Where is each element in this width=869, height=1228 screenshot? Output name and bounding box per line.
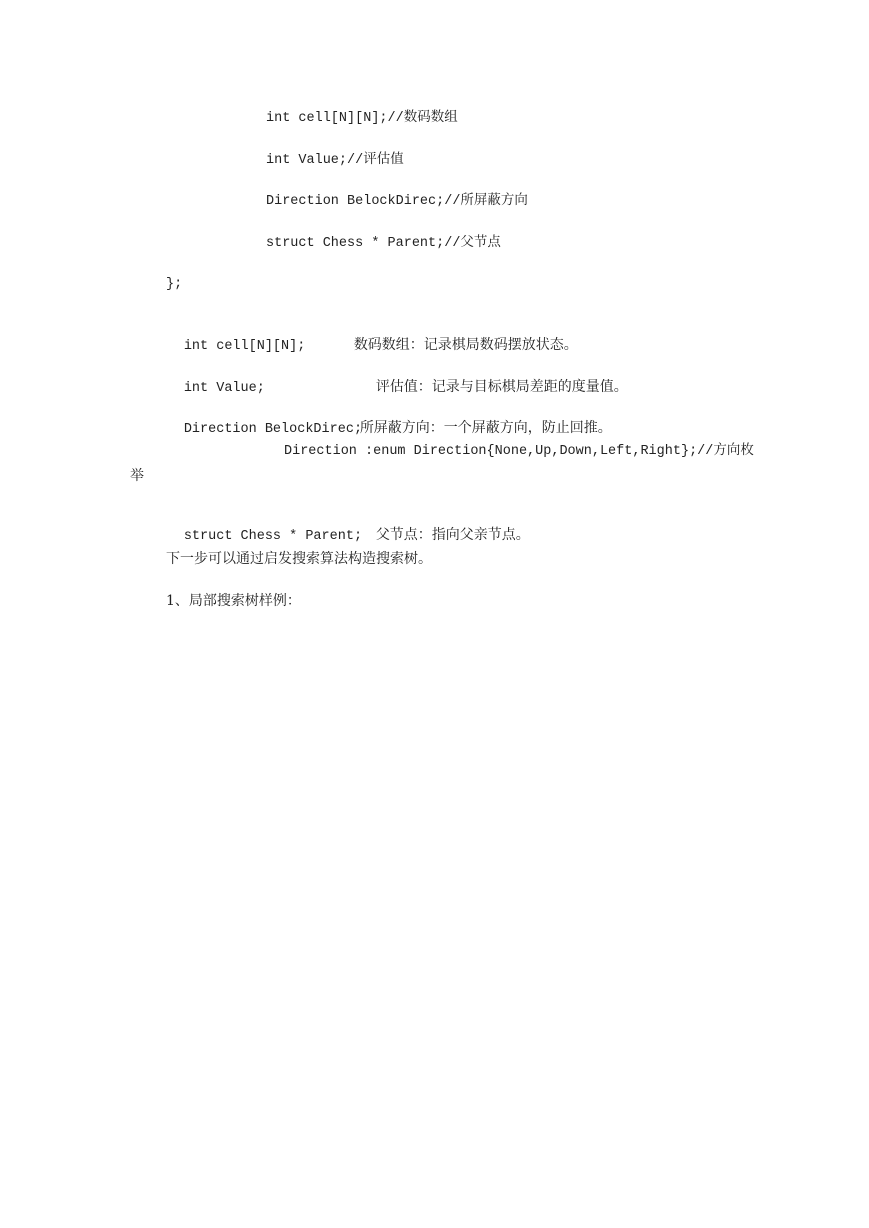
desc-direction-code: Direction BelockDirec; — [183, 422, 363, 437]
struct-field-parent: struct Chess * Parent;//父节点 — [266, 236, 501, 251]
section-title: 1、局部搜索树样例： — [166, 593, 301, 609]
desc-cell-text: 数码数组：记录棋局数码摆放状态。 — [353, 337, 578, 353]
struct-field-value: int Value;//评估值 — [266, 153, 404, 168]
struct-close: }; — [166, 277, 183, 292]
desc-value-code: int Value; — [183, 381, 265, 396]
enum-line: Direction :enum Direction{None,Up,Down,Left,Right};//方向枚 — [284, 444, 754, 459]
struct-field-cell: int cell[N][N];//数码数组 — [266, 111, 458, 126]
struct-field-direction: Direction BelockDirec;//所屏蔽方向 — [266, 194, 528, 209]
desc-value-text: 评估值：记录与目标棋局差距的度量值。 — [375, 379, 628, 395]
desc-cell-code: int cell[N][N]; — [183, 339, 306, 354]
desc-parent-code: struct Chess * Parent; — [183, 529, 363, 544]
desc-direction-text: 所屏蔽方向：一个屏蔽方向，防止回推。 — [359, 420, 612, 436]
next-step-paragraph: 下一步可以通过启发搜索算法构造搜索树。 — [166, 551, 432, 567]
enum-line-wrap: 举 — [130, 468, 144, 484]
desc-parent-text: 父节点：指向父亲节点。 — [375, 527, 530, 543]
